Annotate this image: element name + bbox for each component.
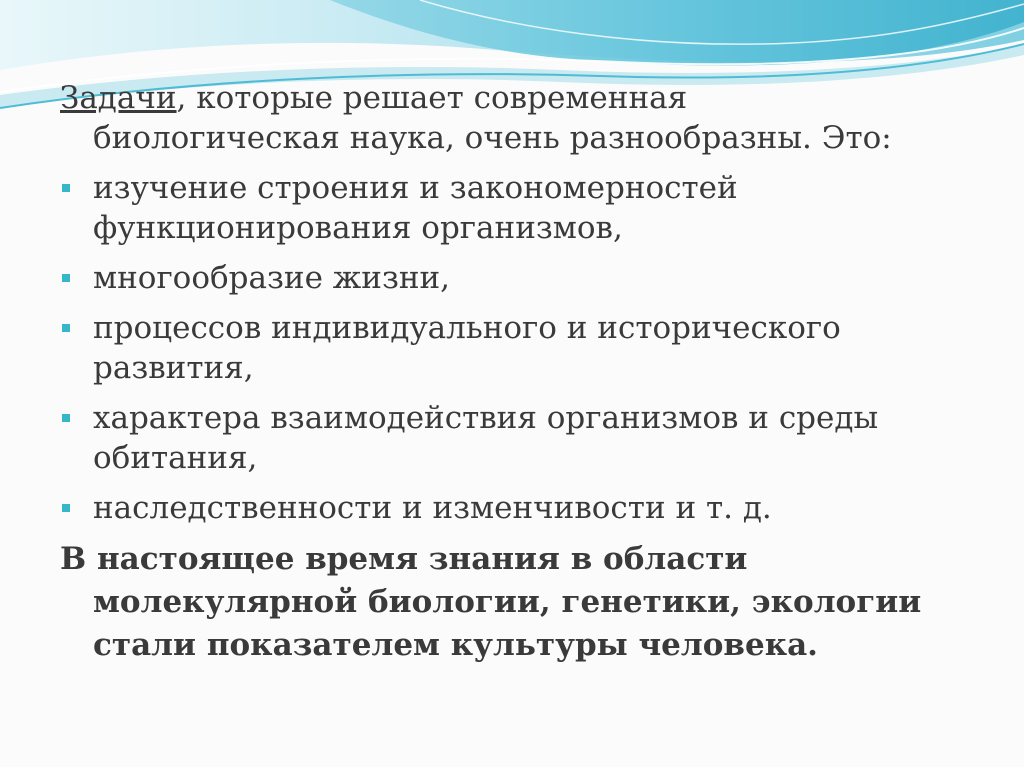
list-item-line1: многообразие жизни, [93, 260, 451, 296]
list-item [60, 488, 960, 528]
square-bullet-icon [62, 324, 70, 332]
square-bullet-icon [62, 414, 70, 422]
intro-paragraph [60, 78, 960, 158]
list-item [60, 168, 960, 248]
square-bullet-icon [62, 504, 70, 512]
intro-keyword: Задачи [60, 80, 177, 116]
conclusion-paragraph [60, 538, 960, 667]
square-bullet-icon [62, 184, 70, 192]
list-item [60, 258, 960, 298]
list-item-line1: изучение строения и закономерностей [93, 170, 738, 206]
list-item-line1: процессов индивидуального и исторического [93, 310, 841, 346]
list-item-line2: развития, [93, 350, 254, 386]
list-item-line1: наследственности и изменчивости и т. д. [93, 490, 772, 526]
conclusion-line1: В настоящее время знания в области [60, 541, 748, 577]
conclusion-line3: стали показателем культуры человека. [93, 627, 818, 663]
intro-line2: биологическая наука, очень разнообразны. Это: [93, 120, 892, 156]
list-item-line2: функционирования организмов, [93, 210, 623, 246]
list-item-line2: обитания, [93, 440, 258, 476]
slide-body [60, 78, 960, 667]
intro-line1-rest: , которые решает современная [176, 80, 688, 116]
list-item [60, 398, 960, 478]
list-item-line1: характера взаимодействия организмов и среды [93, 400, 879, 436]
square-bullet-icon [62, 274, 70, 282]
list-item [60, 308, 960, 388]
conclusion-line2: молекулярной биологии, генетики, экологии [93, 584, 922, 620]
wave-band-strong [330, 0, 1024, 66]
task-list [60, 168, 960, 528]
